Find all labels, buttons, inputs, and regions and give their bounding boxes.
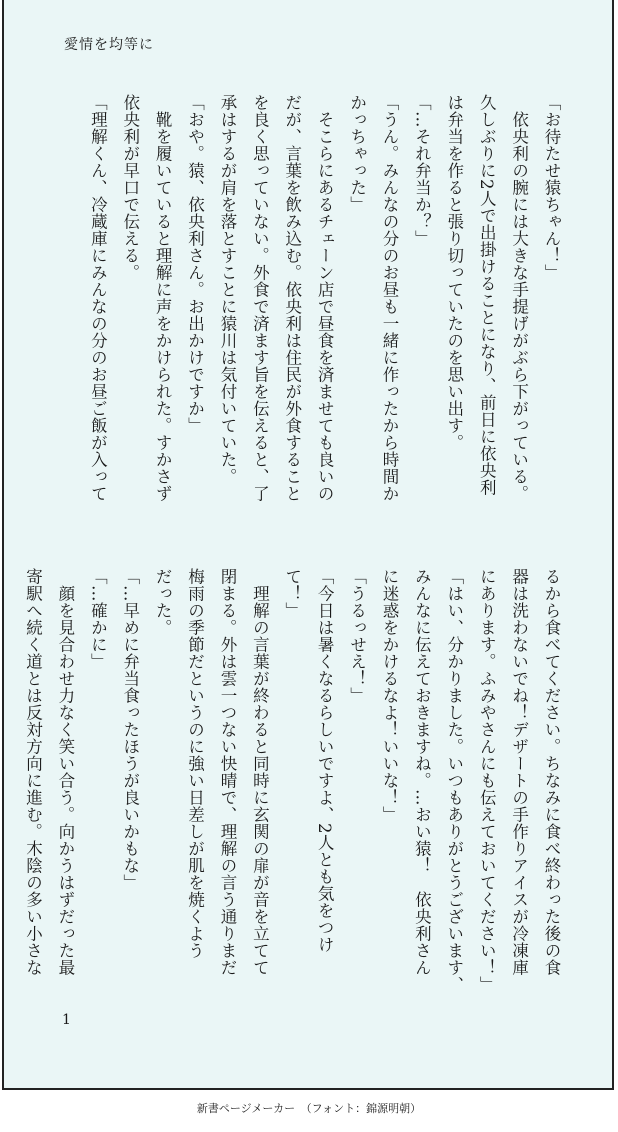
page-number: 1 xyxy=(62,1012,71,1028)
upper-text-block: 「お待たせ猿ちゃん！」 依央利の腕には大きな手提げがぶら下がっている。 久しぶりに2人で出掛けることになり、前日に依央利 は弁当を作ると張り切っていたのを思い出す。 「…それ弁当か？」 「うん。みんなの分のお昼も一緒に作ったから時間か かっちゃった」 そこらにあるチェーン店で昼食を済ませても良いの だが、言葉を飲み込む。依央利は住民が外食すること を良く思っていない。外食で済ます旨を伝えると、了 承はするが肩を落とすことに猿川は気付いていた。 「おや。猿、依央利さん。お出かけですか」 靴を履いていると理解に声をかけられた。すかさず 依央利が早口で伝える。 「理解くん、冷蔵庫にみんなの分のお昼ご飯が入って xyxy=(88,94,561,502)
book-page xyxy=(2,0,614,1090)
running-title: 愛情を均等に xyxy=(64,37,154,53)
footer-credit: 新書ページメーカー （フォント：錦源明朝） xyxy=(196,1102,422,1115)
lower-text-block: るから食べてください。ちなみに食べ終わった後の食 器は洗わないでね！デザートの手作りアイスが冷凍庫 にあります。ふみやさんにも伝えておいてください！」 「はい、分かりました。いつもありがとうございます、 みんなに伝えておきますね。…おい猿！ 依央利さん に迷惑をかけるなよ！いいな！」 「うるっせえ！」 「今日は暑くなるらしいですよ、2人とも気をつけ て！」 理解の言葉が終わると同時に玄関の扉が音を立てて 閉まる。外は雲一つない快晴で、理解の言う通りまだ 梅雨の季節だというのに強い日差しが肌を焼くよう だった。 「…早めに弁当食ったほうが良いかもな」 「…確かに」 顔を見合わせ力なく笑い合う。向かうはずだった最 寄駅へ続く道とは反対方向に進む。木陰の多い小さな xyxy=(23,568,561,993)
